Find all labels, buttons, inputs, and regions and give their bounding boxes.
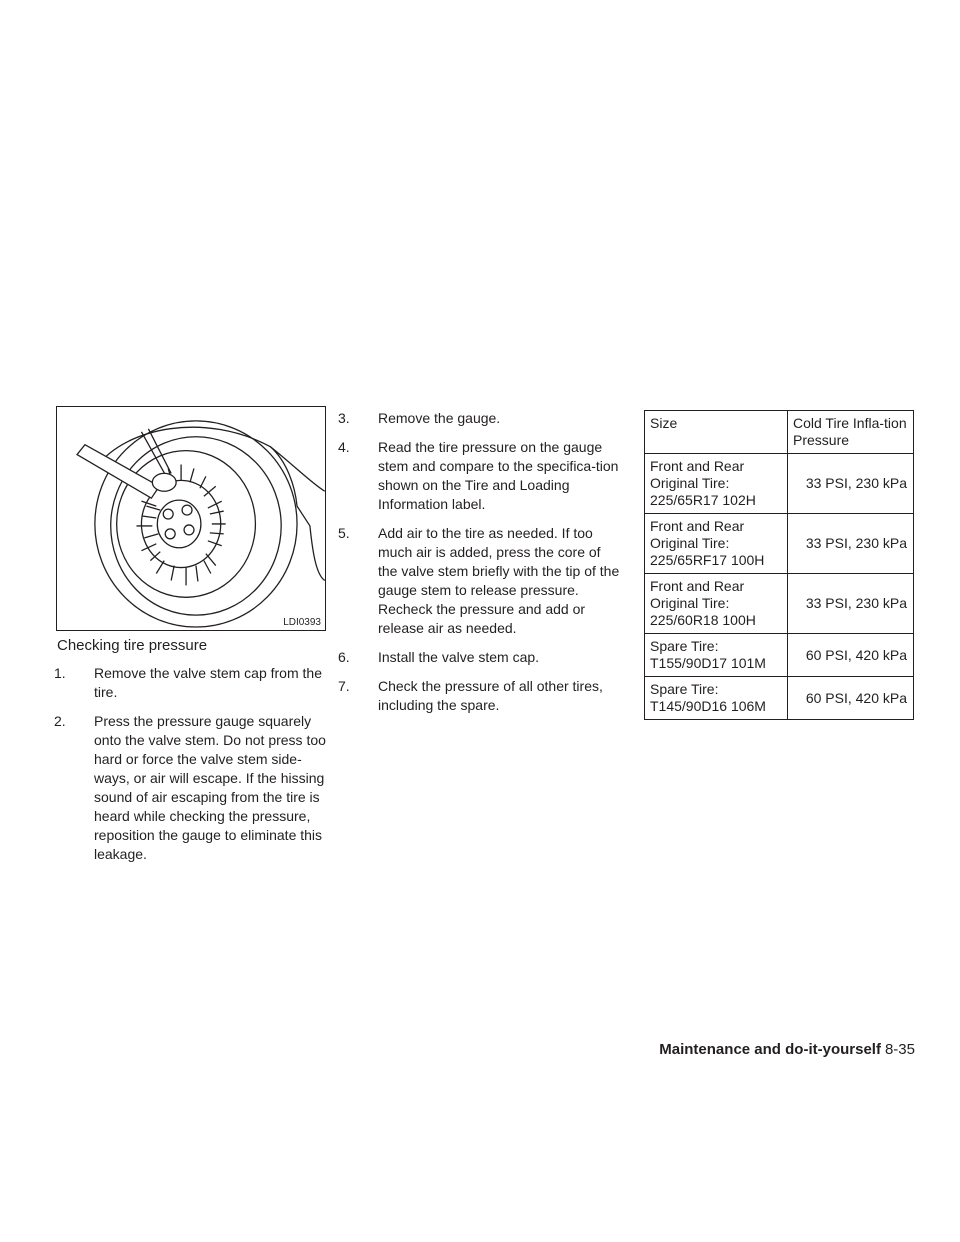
table-row xyxy=(645,574,914,634)
column-header-pressure: Cold Tire Infla-tion Pressure xyxy=(788,411,914,454)
step-item xyxy=(338,409,620,428)
column-header-size: Size xyxy=(645,411,788,454)
table-row xyxy=(645,677,914,720)
pressure-cell: 33 PSI, 230 kPa xyxy=(788,454,914,514)
step-item xyxy=(338,648,620,667)
step-text: Install the valve stem cap. xyxy=(378,649,540,665)
steps-list-right xyxy=(338,409,620,725)
table-row xyxy=(645,454,914,514)
wheel-illustration xyxy=(57,407,325,630)
table-header-row xyxy=(645,411,914,454)
footer-section-name: Maintenance and do-it-yourself xyxy=(659,1041,881,1058)
pressure-cell: 33 PSI, 230 kPa xyxy=(788,514,914,574)
table-row xyxy=(645,514,914,574)
tire-size-cell: Front and Rear Original Tire: 225/65R17 102H xyxy=(645,454,788,514)
step-number: 7. xyxy=(338,678,350,694)
step-item xyxy=(338,438,620,514)
step-item xyxy=(338,524,620,638)
pressure-cell: 33 PSI, 230 kPa xyxy=(788,574,914,634)
step-item xyxy=(338,677,620,715)
tire-size-cell: Front and Rear Original Tire: 225/65RF17 100H xyxy=(645,514,788,574)
step-text: Add air to the tire as needed. If too much air is added, press the core of the valve stem briefly with the tip of the gauge stem to release pressure. Recheck the pressure and add or release air as needed. xyxy=(378,525,620,636)
table-row xyxy=(645,634,914,677)
step-number: 4. xyxy=(338,439,350,455)
tire-gauge-illustration xyxy=(56,406,326,631)
tire-size-cell: Front and Rear Original Tire: 225/60R18 100H xyxy=(645,574,788,634)
pressure-cell: 60 PSI, 420 kPa xyxy=(788,634,914,677)
step-item xyxy=(54,712,336,864)
step-number: 3. xyxy=(338,410,350,426)
tire-size-cell: Spare Tire: T145/90D16 106M xyxy=(645,677,788,720)
step-number: 6. xyxy=(338,649,350,665)
step-item xyxy=(54,664,336,702)
step-number: 2. xyxy=(54,713,66,729)
step-text: Remove the gauge. xyxy=(378,410,501,426)
tire-size-cell: Spare Tire: T155/90D17 101M xyxy=(645,634,788,677)
tire-pressure-table xyxy=(644,410,914,720)
step-text: Remove the valve stem cap from the tire. xyxy=(94,665,322,700)
pressure-cell: 60 PSI, 420 kPa xyxy=(788,677,914,720)
section-title: Checking tire pressure xyxy=(57,637,208,654)
page-number: 8-35 xyxy=(884,1041,915,1058)
steps-list-left xyxy=(54,664,336,874)
step-text: Check the pressure of all other tires, including the spare. xyxy=(378,678,603,713)
step-number: 5. xyxy=(338,525,350,541)
step-number: 1. xyxy=(54,665,66,681)
figure-code: LDI0393 xyxy=(280,616,324,629)
step-text: Read the tire pressure on the gauge stem and compare to the specifica-tion shown on the Tire and Loading Information label. xyxy=(378,439,619,512)
page-footer xyxy=(659,1041,915,1058)
step-text: Press the pressure gauge squarely onto the valve stem. Do not press too hard or force the valve stem side-ways, or air will escape. If the hissing sound of air escaping from the tire is heard while checking the pressure, reposition the gauge to eliminate this leakage. xyxy=(94,713,326,862)
